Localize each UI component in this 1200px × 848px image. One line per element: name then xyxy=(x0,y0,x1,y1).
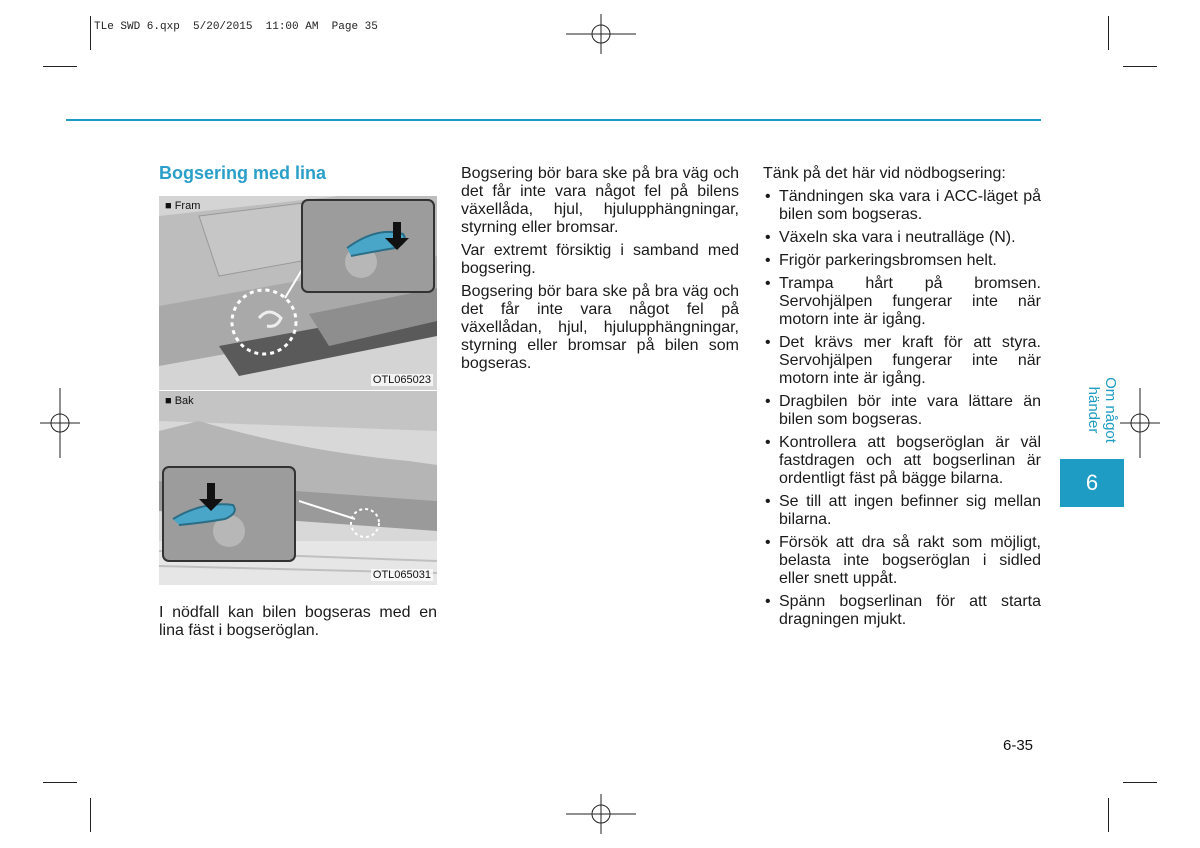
right-intro: Tänk på det här vid nödbogsering: xyxy=(763,165,1006,182)
left-caption-text: I nödfall kan bilen bogseras med en lina fäst i bogseröglan. xyxy=(159,604,437,639)
print-slug: TLe SWD 6.qxp 5/20/2015 11:00 AM Page 35 xyxy=(94,21,378,33)
middle-column xyxy=(461,165,739,378)
figure-front-code: OTL065023 xyxy=(372,374,431,386)
list-item: • Tändningen ska vara i ACC-läget på bilen som bogseras. xyxy=(763,188,1041,224)
list-item: • Se till att ingen befinner sig mellan bilarna. xyxy=(763,493,1041,529)
list-item: • Trampa hårt på bromsen. Servohjälpen fungerar inte när motorn inte är igång. xyxy=(763,275,1041,329)
right-column xyxy=(763,165,1041,634)
list-item: • Spänn bogserlinan för att starta dragningen mjukt. xyxy=(763,593,1041,629)
page-number: 6-35 xyxy=(1003,737,1034,754)
front-bumper-illustration xyxy=(159,196,437,390)
precaution-list xyxy=(763,188,1041,629)
header-rule xyxy=(66,119,1041,121)
registration-mark-right xyxy=(1120,388,1160,458)
rear-bumper-illustration xyxy=(159,391,437,585)
middle-paragraph: Bogsering bör bara ske på bra väg och det får inte vara något fel på växellådan, hjul, hjulupphängningar, styrning eller bromsar på bilen som bogseras. xyxy=(461,283,739,372)
list-item: • Dragbilen bör inte vara lättare än bilen som bogseras. xyxy=(763,393,1041,429)
figure-rear xyxy=(159,391,437,585)
list-item: • Kontrollera att bogseröglan är väl fastdragen och att bogserlinan är ordentligt fäst på bägge bilarna. xyxy=(763,434,1041,488)
list-item: • Försök att dra så rakt som möjligt, belasta inte bogseröglan i sidled eller snett uppåt. xyxy=(763,534,1041,588)
figure-rear-code: OTL065031 xyxy=(372,569,431,581)
middle-paragraph: Bogsering bör bara ske på bra väg och det får inte vara något fel på bilens växellåda, hjul, hjulupphängningar, styrning eller bromsar. xyxy=(461,165,739,236)
figure-front xyxy=(159,196,437,390)
registration-mark-bottom xyxy=(566,794,636,834)
list-item: • Det krävs mer kraft för att styra. Servohjälpen fungerar inte när motorn inte är igång. xyxy=(763,334,1041,388)
middle-paragraph: Var extremt försiktig i samband med bogsering. xyxy=(461,242,739,277)
chapter-tab: 6 xyxy=(1060,459,1124,507)
figure-rear-label: ■ Bak xyxy=(165,395,194,407)
chapter-title: Om något händer xyxy=(1085,377,1119,443)
left-caption xyxy=(159,604,437,645)
registration-mark-top xyxy=(566,14,636,54)
list-item: • Frigör parkeringsbromsen helt. xyxy=(763,252,1041,270)
section-heading: Bogsering med lina xyxy=(159,163,327,183)
list-item: • Växeln ska vara i neutralläge (N). xyxy=(763,229,1041,247)
figure-front-label: ■ Fram xyxy=(165,200,201,212)
registration-mark-left xyxy=(40,388,80,458)
